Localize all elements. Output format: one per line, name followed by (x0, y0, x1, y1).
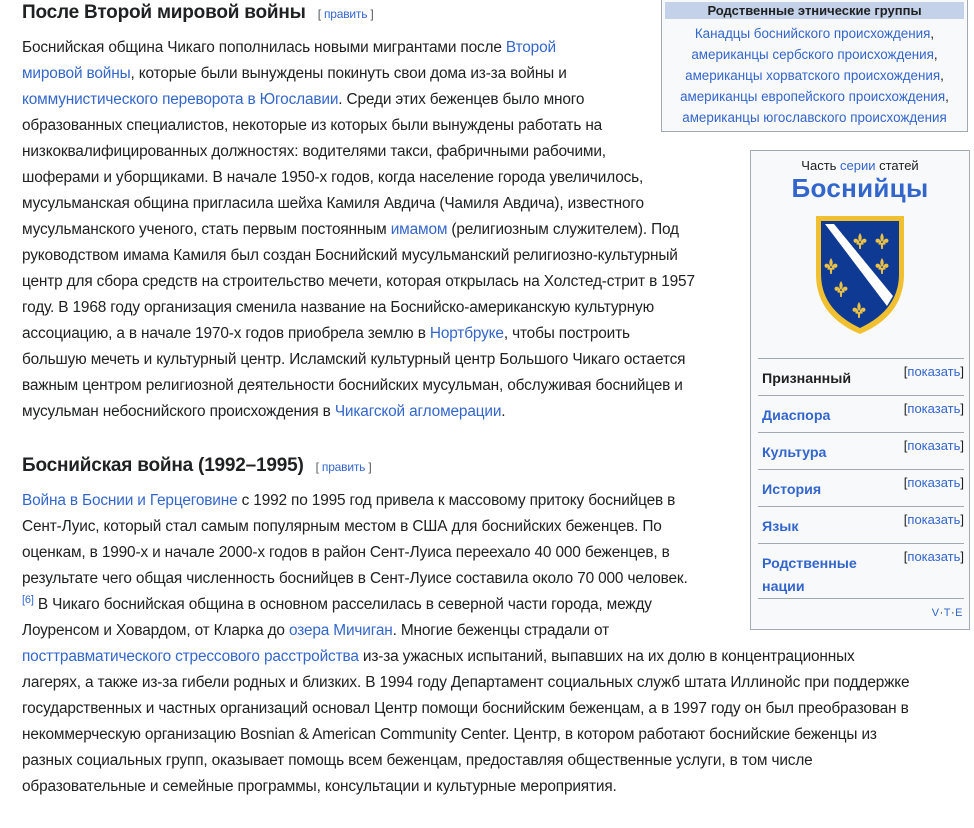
related-group-item: Канадцы боснийского происхождения, (694, 26, 935, 41)
sidebar-section-label[interactable]: Диаспора (762, 408, 831, 424)
text-line (22, 139, 695, 165)
sidebar-section-label[interactable]: Родственные нации (762, 556, 857, 595)
text-line (22, 165, 695, 191)
related-group-item: американцы сербского происхождения, (691, 47, 938, 62)
text-line (22, 321, 695, 347)
section-heading-text: После Второй мировой войны (22, 2, 306, 23)
text-line (22, 748, 909, 774)
related-group-link[interactable]: американцы югославского происхождения (682, 110, 947, 125)
related-group-item: американцы хорватского происхождения, (685, 68, 944, 83)
text-run: важным центром религиозной деятельности боснийских мусульман, обслуживая боснийцев и (22, 377, 683, 394)
text-run: образованных специалистов, некоторые из которых были вынуждены работать на (22, 117, 603, 134)
text-run: . Многие беженцы страдали от (392, 622, 609, 639)
sidebar-section-1 (758, 395, 964, 432)
edit-section-link[interactable]: [ править ] (315, 460, 372, 474)
text-run: шоферами и уборщиками. В начале 1950-х годов, когда население города увеличилось, (22, 169, 644, 186)
text-line (22, 35, 695, 61)
text-line (22, 269, 695, 295)
view-template-link[interactable]: V (931, 607, 940, 619)
section-heading-bosnian-war (22, 455, 371, 477)
show-toggle[interactable]: [показать] (903, 364, 964, 379)
series-sidebar (750, 150, 970, 630)
text-run: Боснийская община Чикаго пополнилась новыми мигрантами после (22, 39, 506, 56)
text-run: , которые были вынуждены покинуть свои дома из-за войны и (130, 65, 567, 82)
inline-link[interactable]: имамом (390, 221, 448, 238)
sidebar-section-4 (758, 506, 964, 543)
text-run: ассоциацию, а в начале 1970-х годов приобрела землю в (22, 325, 430, 342)
talk-template-link[interactable]: T (943, 607, 951, 619)
inline-link[interactable]: коммунистического переворота в Югославии (22, 91, 339, 108)
sidebar-section-5 (758, 543, 964, 598)
text-line (22, 644, 909, 670)
text-line (22, 61, 695, 87)
text-line (22, 87, 695, 113)
related-group-item: американцы европейского происхождения, (680, 89, 949, 104)
inline-link[interactable]: посттравматического стрессового расстройства (22, 648, 359, 665)
text-run: В Чикаго боснийская община в основном расселилась в северной части города, между (33, 596, 652, 613)
text-run: образовательные и семейные программы, консультации и культурные мероприятия. (22, 778, 617, 795)
citation-link[interactable]: [6] (22, 593, 34, 606)
sidebar-section-label[interactable]: Язык (762, 519, 799, 535)
text-run: государственных и частных организаций основал Центр помощи боснийским беженцам, а в 1997 году он был преобразован в (22, 700, 909, 717)
section-heading-post-ww2 (22, 2, 374, 24)
text-run: из-за ужасных испытаний, выпавших на их долю в концентрационных (358, 648, 855, 665)
text-run: с 1992 по 1995 год привела к массовому притоку боснийцев в (237, 492, 676, 509)
section-heading-text: Боснийская война (1992–1995) (22, 455, 304, 476)
text-run: центр для сбора средств на строительство мечети, которая открылась на Холстед-стрит в 1957 (22, 273, 695, 290)
text-run: руководством имама Камиля был создан Боснийский мусульманский религиозно-культурный (22, 247, 678, 264)
vte-links: V·T·E (931, 607, 963, 619)
text-run: разных социальных групп, оказывает помощь всем беженцам, предоставляя общественные услуги, в том числе (22, 752, 813, 769)
edit-template-link[interactable]: E (955, 607, 963, 619)
related-group-link[interactable]: Канадцы боснийского происхождения (694, 26, 931, 41)
text-line (22, 217, 695, 243)
text-line (22, 347, 695, 373)
text-run: большую мечеть и культурный центр. Исламский культурный центр Большого Чикаго остается (22, 351, 686, 368)
sidebar-divider (758, 598, 964, 599)
inline-link[interactable]: мировой войны (22, 65, 131, 82)
coat-of-arms-icon[interactable] (814, 214, 906, 336)
text-line (22, 191, 695, 217)
series-link[interactable]: серии (840, 158, 876, 173)
related-group-link[interactable]: американцы сербского происхождения (691, 47, 934, 62)
text-line (22, 243, 695, 269)
text-line (22, 696, 909, 722)
text-run: Сент-Луис, который стал самым популярным местом в США для боснийских беженцев. По (22, 518, 662, 535)
text-line (22, 399, 695, 425)
text-line (22, 113, 695, 139)
text-line (22, 722, 909, 748)
edit-section-link[interactable]: [ править ] (317, 7, 374, 21)
related-group-link[interactable]: американцы европейского происхождения (680, 89, 946, 104)
text-run: . (501, 403, 506, 420)
text-run: (религиозным служителем). Под (447, 221, 679, 238)
inline-link[interactable]: Война в Боснии и Герцеговине (22, 492, 238, 509)
text-run: году. В 1968 году организация сменила название на Боснийско-американскую культурную (22, 299, 654, 316)
show-toggle[interactable]: [показать] (903, 475, 964, 490)
text-line (22, 373, 695, 399)
text-run: результате чего общая численность боснийцев в Сент-Луисе составила около 70 000 человек. (22, 570, 688, 587)
text-run: . Среди этих беженцев было много (338, 91, 585, 108)
sidebar-section-label[interactable]: История (762, 482, 822, 498)
paragraph-post-ww2 (22, 35, 695, 425)
show-toggle[interactable]: [показать] (903, 438, 964, 453)
text-run: , чтобы построить (503, 325, 630, 342)
inline-link[interactable]: озера Мичиган (288, 622, 393, 639)
text-run: лагерях, а также из-за гибели родных и близких. В 1994 году Департамент социальных служб штата Иллинойс при поддержке (22, 674, 910, 691)
related-ethnic-groups-box (661, 0, 968, 132)
text-run: оценкам, в 1990-х и начале 2000-х годов в район Сент-Луиса переехало 40 000 беженцев, в (22, 544, 670, 561)
text-run: мусульман небоснийского происхождения в (22, 403, 335, 420)
inline-link[interactable]: Нортбруке (429, 325, 504, 342)
text-run: Лоуренсом и Ховардом, от Кларка до (22, 622, 289, 639)
sidebar-section-label: Признанный (762, 371, 852, 387)
related-groups-list (662, 19, 967, 128)
sidebar-pretitle: Часть серии статей (801, 158, 919, 173)
sidebar-section-2 (758, 432, 964, 469)
text-line (22, 670, 909, 696)
inline-link[interactable]: Второй (505, 39, 556, 56)
inline-link[interactable]: Чикагской агломерации (334, 403, 502, 420)
sidebar-section-label[interactable]: Культура (762, 445, 827, 461)
related-group-item (662, 107, 967, 128)
related-groups-header: Родственные этнические группы (665, 2, 964, 19)
text-run: некоммерческую организацию Bosnian & American Community Center. Центр, в котором работают боснийские беженцы из (22, 726, 877, 743)
text-line (22, 295, 695, 321)
sidebar-title[interactable]: Боснийцы (791, 173, 929, 203)
text-run: низкоквалифицированных должностях: водителями такси, фабричными рабочими, (22, 143, 606, 160)
sidebar-section-3 (758, 469, 964, 506)
show-toggle[interactable]: [показать] (903, 549, 964, 564)
show-toggle[interactable]: [показать] (903, 512, 964, 527)
text-run: мусульманского ученого, стать первым постоянным (22, 221, 391, 238)
sidebar-section-0 (758, 358, 964, 395)
show-toggle[interactable]: [показать] (903, 401, 964, 416)
text-run: мусульманская община пригласила шейха Камиля Авдича (Чамиля Авдича), известного (22, 195, 644, 212)
related-group-link[interactable]: американцы хорватского происхождения (685, 68, 941, 83)
text-line (22, 774, 909, 800)
